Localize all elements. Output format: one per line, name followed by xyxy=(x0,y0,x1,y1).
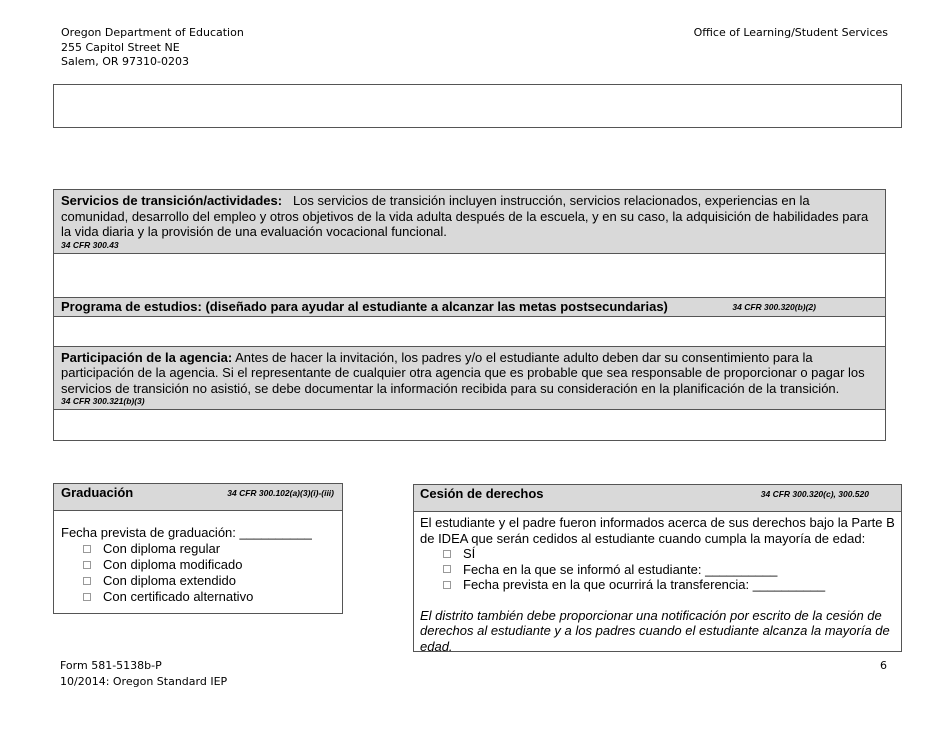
rights-cfr: 34 CFR 300.320(c), 300.520 xyxy=(760,489,869,499)
option-modified-diploma[interactable]: Con diploma modificado xyxy=(61,557,335,573)
graduation-header xyxy=(54,484,342,511)
graduation-box xyxy=(53,483,343,614)
rights-header xyxy=(414,485,901,512)
agency-input-area[interactable] xyxy=(54,410,885,440)
header-office: Office of Learning/Student Services xyxy=(693,26,888,39)
transition-section xyxy=(53,189,886,441)
option-transfer-date[interactable]: Fecha prevista en la que ocurrirá la transferencia: __________ xyxy=(420,577,895,593)
form-number: Form 581-5138b-P xyxy=(60,659,162,672)
agency-header xyxy=(54,347,885,411)
agency-text: Antes de hacer la invitación, los padres y/o el estudiante adulto deben dar su consentimiento para la participación de la agencia. Si el representante de cualquier otra agencia que es probable que sea responsable de proporcionar o pagar los servicios de transición no asistió, se debe documentar la información recibida para su consideración en la planificación de la transición. xyxy=(61,349,865,396)
checkbox[interactable] xyxy=(443,581,451,589)
header-address xyxy=(61,26,244,70)
page-number: 6 xyxy=(880,659,887,672)
rights-title: Cesión de derechos xyxy=(420,486,544,501)
transition-header xyxy=(54,190,885,254)
rights-transfer-box xyxy=(413,484,902,652)
rights-note: El distrito también debe proporcionar una notificación por escrito de la cesión de derechos al estudiante y a los padres cuando el estudiante alcanza la mayoría de edad. xyxy=(420,607,890,654)
transition-text: Los servicios de transición incluyen instrucción, servicios relacionados, experiencias en la comunidad, desarrollo del empleo y otros objetivos de la vida adulta después de la escuela, y en su caso, la adquisición de habilidades para la vida diaria y la provisión de una evaluación vocacional funcional. xyxy=(61,193,869,239)
checkbox[interactable] xyxy=(443,550,451,558)
form-version: 10/2014: Oregon Standard IEP xyxy=(60,674,228,688)
checkbox[interactable] xyxy=(443,565,451,573)
program-title: Programa de estudios: (diseñado para ayudar al estudiante a alcanzar las metas postsecundarias) xyxy=(61,299,668,314)
checkbox[interactable] xyxy=(83,593,91,601)
option-extended-diploma[interactable]: Con diploma extendido xyxy=(61,573,335,589)
program-header xyxy=(54,298,885,317)
graduation-date-label[interactable]: Fecha prevista de graduación: __________ xyxy=(61,525,312,540)
agency-cfr: 34 CFR 300.321(b)(3) xyxy=(61,396,145,406)
top-blank-field[interactable] xyxy=(53,84,902,128)
graduation-title: Graduación xyxy=(61,485,134,500)
checkbox[interactable] xyxy=(83,577,91,585)
rights-intro: El estudiante y el padre fueron informados acerca de sus derechos bajo la Parte B de IDEA que serán cedidos al estudiante cuando cumpla la mayoría de edad: xyxy=(420,515,895,546)
option-yes[interactable]: SÍ xyxy=(420,546,895,562)
agency-title: Participación de la agencia: xyxy=(61,349,233,365)
program-input-area[interactable] xyxy=(54,317,885,347)
transition-title: Servicios de transición/actividades: xyxy=(61,193,283,208)
option-alternative-certificate[interactable]: Con certificado alternativo xyxy=(61,589,335,605)
graduation-cfr: 34 CFR 300.102(a)(3)(i)-(iii) xyxy=(227,488,334,498)
transition-input-area[interactable] xyxy=(54,254,885,298)
program-cfr: 34 CFR 300.320(b)(2) xyxy=(732,301,816,312)
rights-body xyxy=(414,512,901,654)
org-name: Oregon Department of Education xyxy=(61,26,244,39)
org-street: 255 Capitol Street NE xyxy=(61,40,180,54)
checkbox[interactable] xyxy=(83,545,91,553)
org-city: Salem, OR 97310-0203 xyxy=(61,55,190,68)
option-regular-diploma[interactable]: Con diploma regular xyxy=(61,541,335,557)
checkbox[interactable] xyxy=(83,561,91,569)
transition-cfr: 34 CFR 300.43 xyxy=(61,239,119,250)
option-date-informed[interactable]: Fecha en la que se informó al estudiante: __________ xyxy=(420,562,895,578)
footer-form xyxy=(60,658,227,689)
graduation-body xyxy=(54,511,342,605)
